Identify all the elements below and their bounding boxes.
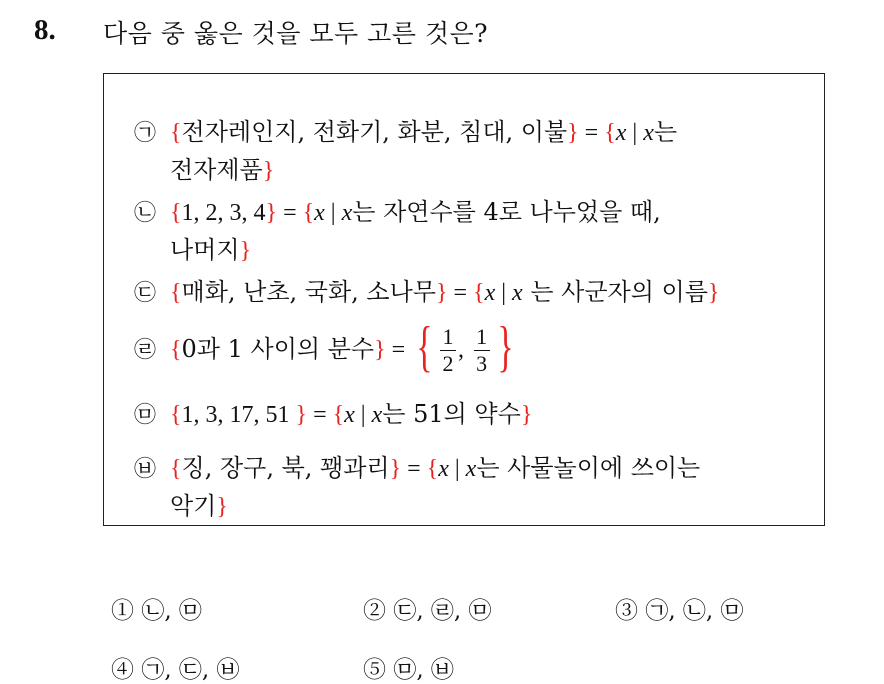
- choice-number: ③: [615, 598, 638, 624]
- statement-item: [134, 114, 814, 189]
- equals-sign: =: [401, 456, 427, 482]
- fraction-one-half: [440, 325, 456, 376]
- set-condition-cont: 전자제품: [170, 156, 263, 184]
- fraction-one-third: [474, 325, 490, 376]
- set-elements: 전자레인지, 전화기, 화분, 침대, 이불: [181, 118, 568, 146]
- variable: x: [643, 120, 654, 146]
- set-condition: 는 사물놀이에 쓰이는: [476, 454, 701, 482]
- choice-number: ②: [363, 598, 386, 624]
- brace-open: {: [170, 280, 182, 306]
- brace-open: {: [604, 120, 616, 146]
- such-that-bar: |: [448, 456, 466, 482]
- choice-2[interactable]: [363, 592, 492, 625]
- set-condition: 는: [653, 118, 678, 146]
- large-brace-close: }: [497, 315, 514, 378]
- set-condition: 는 51의 약수: [382, 400, 521, 428]
- comma: ,: [458, 337, 465, 363]
- denominator: 3: [476, 351, 488, 376]
- set-elements: 1, 3, 17, 51: [181, 402, 296, 428]
- brace-open: {: [170, 402, 182, 428]
- set-elements: 매화, 난초, 국화, 소나무: [181, 278, 436, 306]
- denominator: 2: [442, 351, 454, 376]
- variable: x: [344, 402, 355, 428]
- brace-open: {: [170, 120, 182, 146]
- statement-item: [134, 450, 814, 525]
- such-that-bar: |: [324, 200, 342, 226]
- brace-close: }: [216, 494, 228, 520]
- equals-sign: =: [447, 280, 474, 306]
- set-condition: 는 사군자의 이름: [522, 278, 708, 306]
- choice-number: ④: [111, 657, 134, 683]
- statement-marker: ㉥: [134, 457, 157, 482]
- question-stem: 다음 중 옳은 것을 모두 고른 것은?: [103, 19, 489, 48]
- brace-close: }: [374, 337, 386, 363]
- brace-open: {: [170, 337, 182, 363]
- brace-close: }: [707, 280, 720, 306]
- variable: x: [615, 120, 627, 146]
- brace-close: }: [262, 158, 275, 184]
- brace-close: }: [389, 456, 402, 482]
- brace-close: }: [567, 120, 579, 146]
- brace-close: }: [239, 238, 252, 264]
- equals-sign: =: [307, 402, 333, 428]
- set-elements: 징, 장구, 북, 꽹과리: [181, 454, 390, 482]
- equals-sign: =: [385, 337, 412, 363]
- statement-marker: ㉣: [134, 338, 157, 363]
- variable: x: [341, 200, 353, 226]
- choice-number: ①: [111, 598, 134, 624]
- choice-1[interactable]: [111, 592, 202, 625]
- equals-sign: =: [578, 120, 605, 146]
- choice-text: ㉠, ㉡, ㉤: [645, 598, 744, 624]
- statement-marker: ㉤: [134, 403, 157, 428]
- large-brace-open: {: [416, 315, 433, 378]
- statement-item: [134, 194, 814, 269]
- numerator: 1: [442, 324, 454, 349]
- such-that-bar: |: [495, 280, 513, 306]
- brace-close: }: [520, 402, 533, 428]
- brace-close: }: [435, 280, 448, 306]
- variable: x: [438, 456, 449, 482]
- brace-open: {: [473, 280, 485, 306]
- variable: x: [371, 402, 383, 428]
- choice-text: ㉢, ㉣, ㉤: [393, 598, 492, 624]
- set-condition-cont: 악기: [170, 492, 217, 520]
- statements-box: [103, 73, 825, 526]
- set-condition: 는 자연수를 4로 나누었을 때,: [352, 198, 661, 226]
- choice-4[interactable]: [111, 651, 240, 684]
- brace-open: {: [302, 200, 315, 226]
- statement-item: [134, 274, 814, 312]
- choice-3[interactable]: [615, 592, 744, 625]
- choice-text: ㉡, ㉤: [141, 598, 202, 624]
- choice-text: ㉠, ㉢, ㉥: [141, 657, 240, 683]
- statement-marker: ㉢: [134, 281, 157, 306]
- variable: x: [484, 280, 496, 306]
- choice-5[interactable]: [363, 651, 454, 684]
- numerator: 1: [476, 324, 488, 349]
- brace-close: }: [265, 200, 278, 226]
- statement-marker: ㉡: [134, 201, 157, 226]
- such-that-bar: |: [626, 120, 644, 146]
- statement-item: [134, 315, 814, 381]
- brace-close: }: [295, 402, 308, 428]
- choice-number: ⑤: [363, 657, 386, 683]
- brace-open: {: [170, 456, 182, 482]
- question-number: 8.: [34, 14, 56, 46]
- variable: x: [512, 280, 523, 306]
- choice-text: ㉤, ㉥: [393, 657, 454, 683]
- brace-open: {: [332, 402, 345, 428]
- statement-marker: ㉠: [134, 121, 157, 146]
- statement-item: [134, 396, 814, 434]
- brace-open: {: [170, 200, 182, 226]
- such-that-bar: |: [354, 402, 372, 428]
- brace-open: {: [426, 456, 439, 482]
- set-elements: 0과 1 사이의 분수: [181, 335, 375, 363]
- variable: x: [465, 456, 477, 482]
- set-elements: 1, 2, 3, 4: [181, 200, 266, 226]
- equals-sign: =: [277, 200, 303, 226]
- set-condition-cont: 나머지: [170, 236, 240, 264]
- variable: x: [314, 200, 325, 226]
